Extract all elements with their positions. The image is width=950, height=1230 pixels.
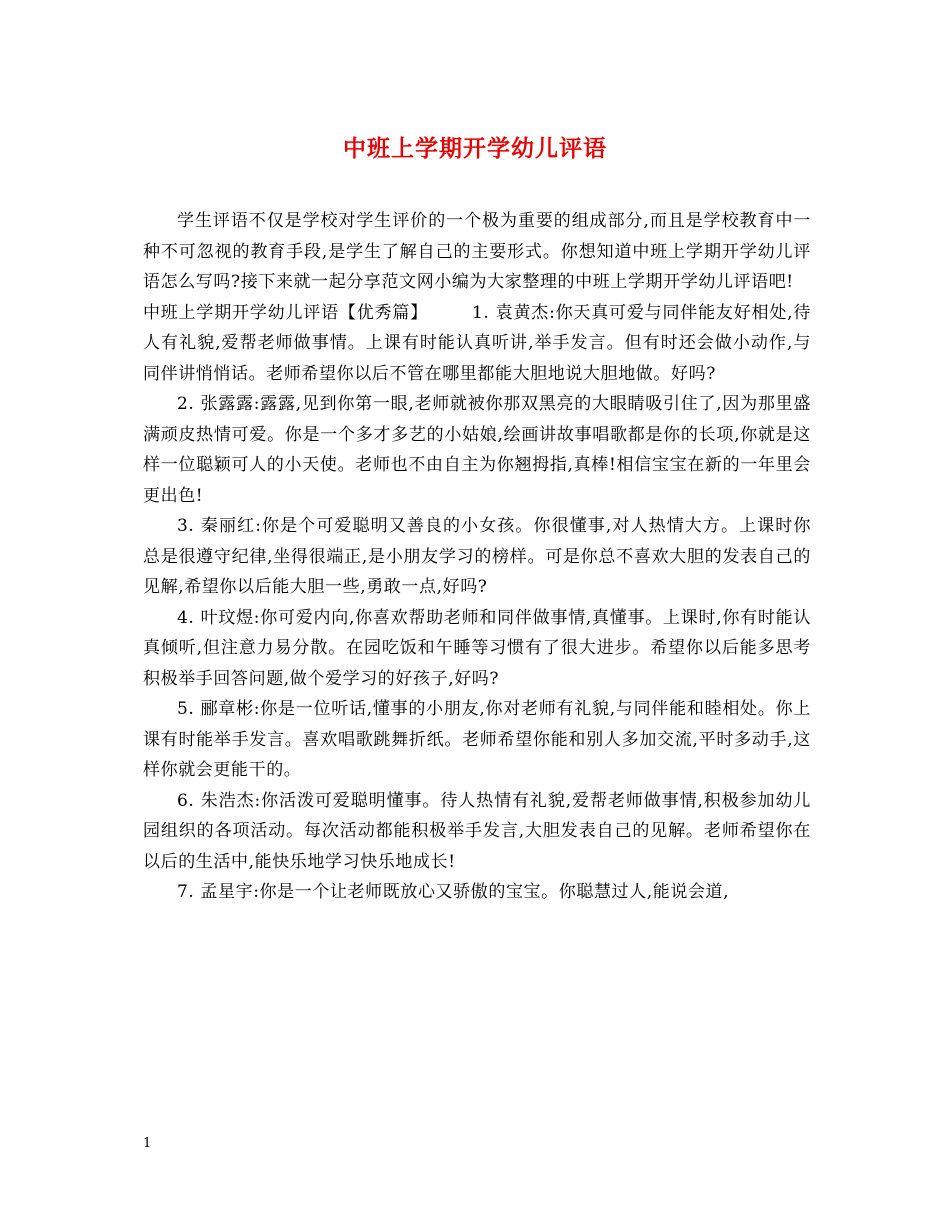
comment-5: 5. 郦章彬:你是一位听话,懂事的小朋友,你对老师有礼貌,与同伴能和睦相处。你上课有时能举手发言。喜欢唱歌跳舞折纸。老师希望你能和别人多加交流,平时多动手,这样你就会更能干的。 <box>143 699 811 780</box>
comment-6: 6. 朱浩杰:你活泼可爱聪明懂事。待人热情有礼貌,爱帮老师做事情,积极参加幼儿园组织的各项活动。每次活动都能积极举手发言,大胆发表自己的见解。老师希望你在以后的生活中,能快乐地学习快乐地成长! <box>143 790 811 872</box>
section-heading: 中班上学期开学幼儿评语【优秀篇】 <box>143 302 428 323</box>
intro-paragraph: 学生评语不仅是学校对学生评价的一个极为重要的组成部分,而且是学校教育中一种不可忽视的教育手段,是学生了解自己的主要形式。你想知道中班上学期开学幼儿评语怎么写吗?接下来就一起分享范文网小编为大家整理的中班上学期开学幼儿评语吧! <box>143 211 811 292</box>
section-paragraph <box>143 298 811 390</box>
page-number: 1 <box>143 1136 152 1151</box>
comment-4: 4. 叶玟煜:你可爱内向,你喜欢帮助老师和同伴做事情,真懂事。上课时,你有时能认真倾听,但注意力易分散。在园吃饭和午睡等习惯有了很大进步。希望你以后能多思考积极举手回答问题,做个爱学习的好孩子,好吗? <box>143 607 811 689</box>
comment-3: 3. 秦丽红:你是个可爱聪明又善良的小女孩。你很懂事,对人热情大方。上课时你总是很遵守纪律,坐得很端正,是小朋友学习的榜样。可是你总不喜欢大胆的发表自己的见解,希望你以后能大胆一些,勇敢一点,好吗? <box>143 516 811 597</box>
comment-7: 7. 孟星宇:你是一个让老师既放心又骄傲的宝宝。你聪慧过人,能说会道, <box>177 882 730 902</box>
comment-2: 2. 张露露:露露,见到你第一眼,老师就被你那双黑亮的大眼睛吸引住了,因为那里盛满顽皮热情可爱。你是一个多才多艺的小姑娘,绘画讲故事唱歌都是你的长项,你就是这样一位聪颖可人的小天使。老师也不由自主为你翘拇指,真棒!相信宝宝在新的一年里会更出色! <box>143 394 811 506</box>
comment-1: 1. 袁黄杰:你天真可爱与同伴能友好相处,待人有礼貌,爱帮老师做事情。上课有时能认真听讲,举手发言。但有时还会做小动作,与同伴讲悄悄话。老师希望你以后不管在哪里都能大胆地说大胆地做。好吗? <box>143 302 811 384</box>
document-body <box>143 206 811 908</box>
document-title: 中班上学期开学幼儿评语 <box>343 135 607 162</box>
